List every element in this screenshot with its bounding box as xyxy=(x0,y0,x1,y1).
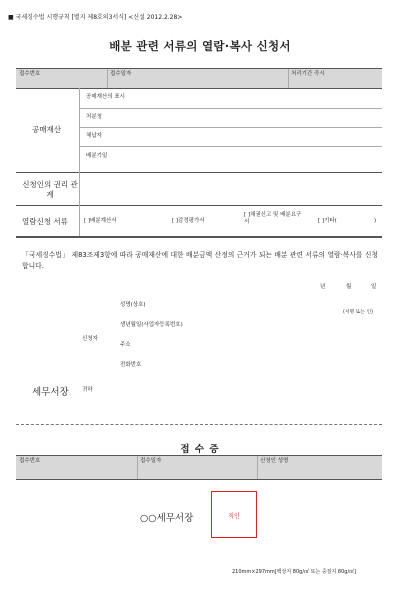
applicant-rights-label: 신청인의 권리 관계 xyxy=(22,180,78,200)
option-other-close: ) xyxy=(374,218,377,224)
recipient-title: 세무서장 xyxy=(32,387,69,398)
divider xyxy=(79,146,382,147)
applicant-birth-label[interactable]: 생년월일(사업자등록번호) xyxy=(120,322,183,328)
divider xyxy=(288,69,289,88)
option-appraisal[interactable]: [ ]감정평가서 xyxy=(172,218,205,224)
divider xyxy=(79,108,382,109)
divider xyxy=(79,88,80,172)
tax-office-name: ○○세무서장 xyxy=(140,513,194,524)
date-day-label: 일 xyxy=(371,284,377,290)
property-field-disposition-office[interactable]: 처분청 xyxy=(86,114,102,120)
receipt-slip-title: 접 수 증 xyxy=(180,444,220,455)
divider xyxy=(257,456,258,479)
slip-receipt-number-label: 접수번호 xyxy=(19,458,41,464)
divider xyxy=(16,479,382,480)
receipt-header-row xyxy=(16,69,382,88)
slip-applicant-name-label: 신청인 성명 xyxy=(260,458,289,464)
receipt-date-label: 접수일자 xyxy=(110,71,132,77)
divider xyxy=(107,69,108,88)
property-field-delinquent[interactable]: 체납자 xyxy=(86,133,102,139)
property-field-description[interactable]: 공매재산의 표시 xyxy=(86,94,125,100)
receipt-number-label: 접수번호 xyxy=(19,71,41,77)
applicant-name-label[interactable]: 성명(상호) xyxy=(120,302,146,308)
page-title: 배분 관련 서류의 열람·복사 신청서 xyxy=(109,39,291,53)
seal-label: 직인 xyxy=(228,513,240,520)
divider xyxy=(16,88,382,89)
date-year-label: 년 xyxy=(320,284,326,290)
paper-spec-footer: 210mm×297mm[백상지 80g/㎡ 또는 중질지 80g/㎡] xyxy=(232,569,357,575)
recipient-suffix: 귀하 xyxy=(82,387,93,393)
divider xyxy=(16,236,382,238)
divider xyxy=(16,205,382,206)
sign-note: (서명 또는 인) xyxy=(343,310,373,315)
official-seal-stamp xyxy=(211,491,257,538)
applicant-phone-label[interactable]: 전화번호 xyxy=(120,362,142,368)
documents-label: 열람신청 서류 xyxy=(22,217,68,226)
property-field-distribution-date[interactable]: 배분기일 xyxy=(86,153,108,159)
divider xyxy=(79,205,80,236)
applicant-label: 신청자 xyxy=(82,336,98,342)
slip-receipt-date-label: 접수일자 xyxy=(140,458,162,464)
divider xyxy=(137,456,138,479)
statement-text: 「국세징수법」 제83조제3항에 따라 공매재산에 대한 배분금액 산정의 근거가 되는 배분 관련 서류의 열람·복사를 신청합니다. xyxy=(22,251,378,271)
option-other[interactable]: [ ]기타( xyxy=(318,218,337,224)
receipt-slip-row xyxy=(16,456,382,479)
property-label: 공매재산 xyxy=(32,125,61,134)
divider xyxy=(79,127,382,128)
form-reference: ■ 국세징수법 시행규칙 [별지 제8호의3서식] <신설 2012.2.28> xyxy=(8,14,183,21)
processing-period-label: 처리기간 즉시 xyxy=(291,71,325,77)
applicant-rights-field[interactable] xyxy=(80,173,382,205)
option-distribution-statement[interactable]: [ ]배분계산서 xyxy=(84,218,117,224)
cut-line xyxy=(16,424,382,425)
date-month-label: 월 xyxy=(346,284,352,290)
applicant-address-label[interactable]: 주소 xyxy=(120,342,131,348)
option-claim-report[interactable]: [ ]채권신고 및 배분요구서 xyxy=(244,212,302,226)
